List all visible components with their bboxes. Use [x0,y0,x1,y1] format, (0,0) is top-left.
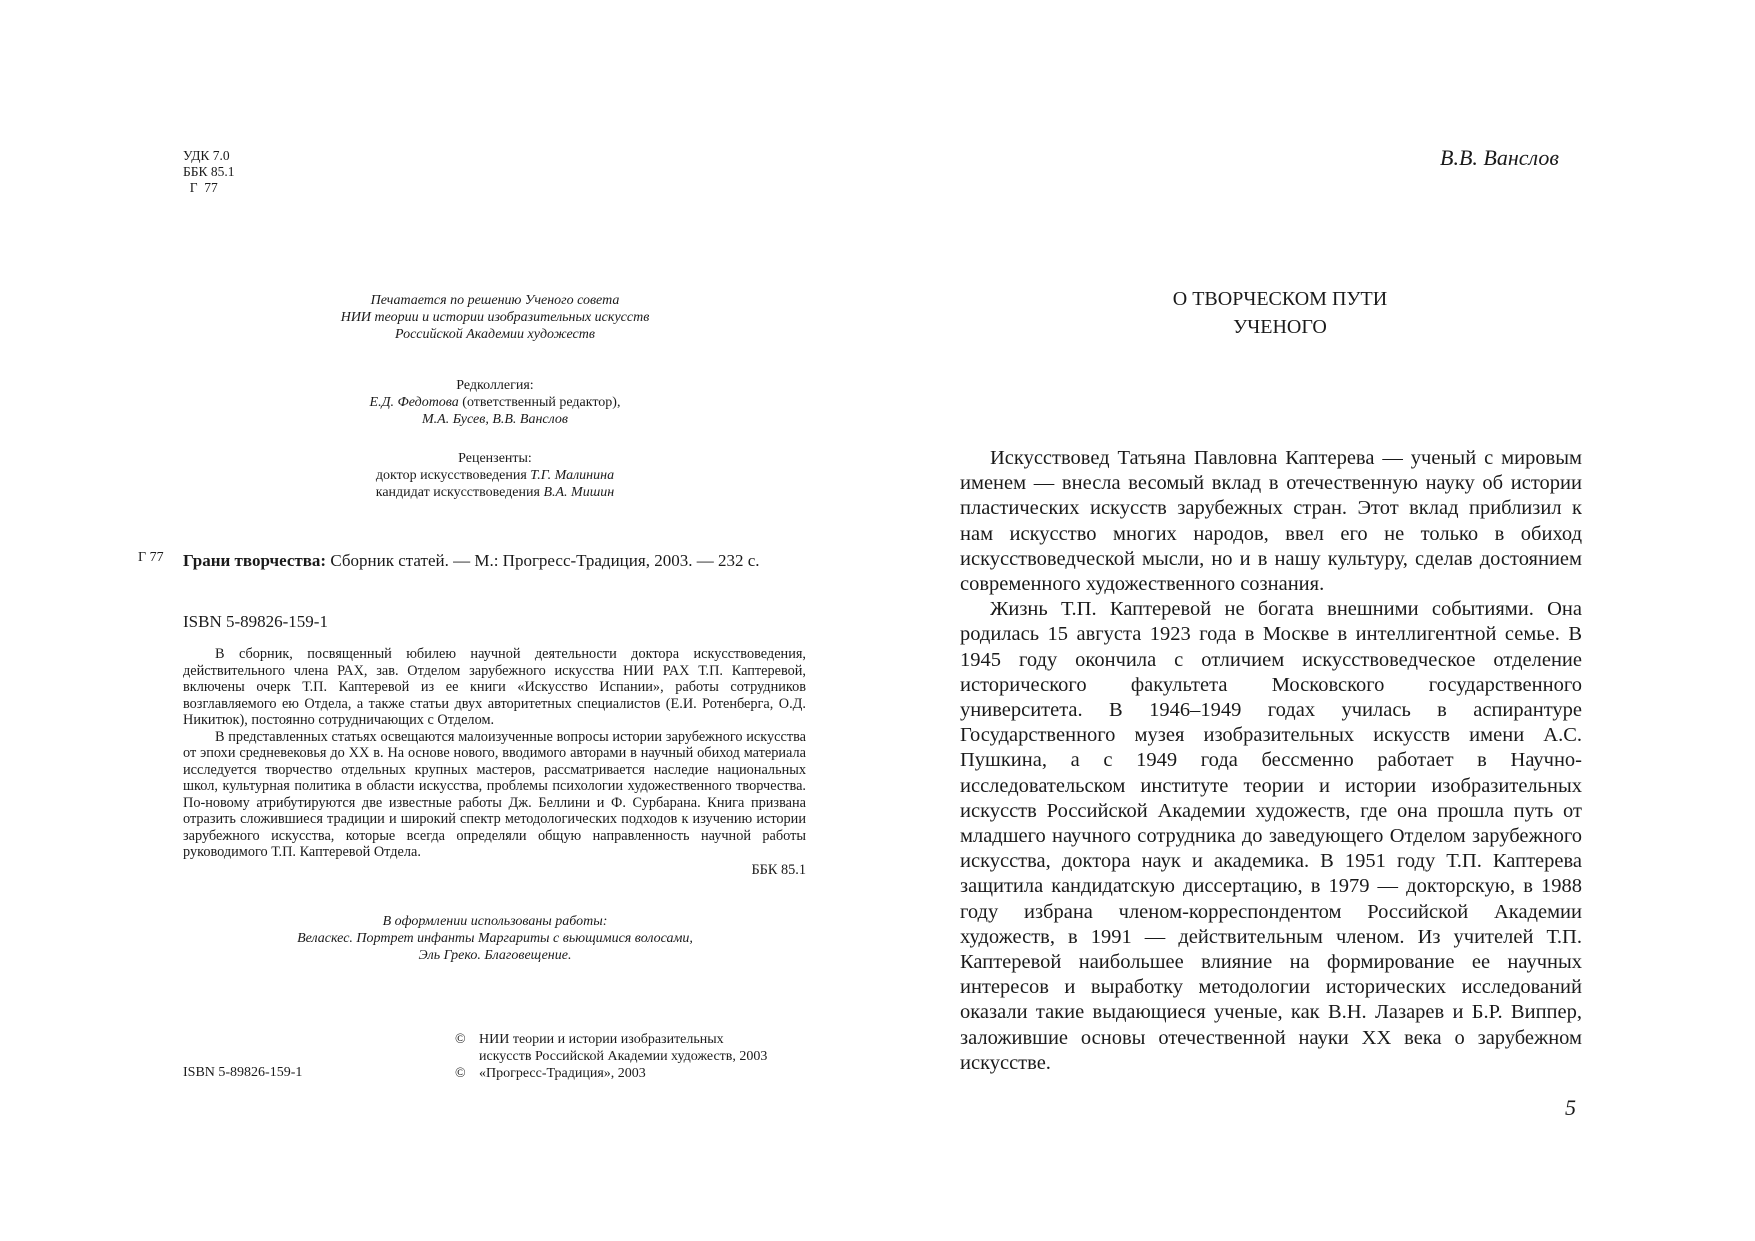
design-credit-line: В оформлении использованы работы: [382,914,608,929]
editorial-board [185,377,805,428]
copyright-holder: «Прогресс-Традиция», 2003 [479,1066,646,1081]
annotation-paragraph: В сборник, посвященный юбилею научной деятельности доктора искусствоведения, действительного члена РАХ, зав. Отделом зарубежного искусства НИИ РАХ Т.П. Каптеревой, включены очерк Т.П. Каптеревой из ее книги «Искусство Испании», работы сотрудников возглавляемого ею Отдела, а также статьи двух авторитетных специалистов (Е.И. Ротенберга, О.Д. Никитюк), постоянно сотрудничающих с Отделом. [183,646,806,728]
bbk-code: ББК 85.1 [183,164,235,179]
editorial-board-line [185,394,805,411]
title-line: О ТВОРЧЕСКОМ ПУТИ [1172,288,1388,310]
bibliographic-entry [183,550,803,572]
body-paragraph: Жизнь Т.П. Каптеревой не богата внешними событиями. Она родилась 15 августа 1923 года в Москве в интеллигентной семье. В 1945 году окончила с отличием искусствоведческое отделение исторического факультета Московского государственного университета. В 1946–1949 годах училась в аспирантуре Государственного музея изобразительных искусств имени А.С. Пушкина, а с 1949 года бессменно работает в Научно-исследовательском институте теории и истории изобразительных искусств Российской Академии художеств, где она прошла путь от младшего научного сотрудника до заведующего Отделом зарубежного искусства, доктора наук и академика. В 1951 году Т.П. Каптерева защитила кандидатскую диссертацию, в 1979 — докторскую, в 1988 году избрана членом-корреспондентом Российской Академии художеств, в 1991 — действительным членом. Из учителей Т.П. Каптеревой наибольшее влияние на формирование ее научных интересов и выработку методологии исторических исследований оказали такие выдающиеся ученые, как В.Н. Лазарев и Б.Р. Виппер, заложившие основы отечественной науки XX века о зарубежном искусстве. [960,598,1582,1074]
copyright-holder-cont: искусств Российской Академии художеств, 2003 [479,1049,768,1064]
reviewer-name: Т.Г. Малинина [530,468,615,483]
copyright-holder: НИИ теории и истории изобразительных [479,1032,724,1047]
copyright-row [455,1031,767,1048]
isbn: ISBN 5-89826-159-1 [183,612,328,631]
article-author: В.В. Ванслов [1440,145,1559,170]
classification-codes [183,148,235,196]
book-imprint: Сборник статей. — М.: Прогресс-Традиция, 2003. — 232 с. [326,551,760,570]
copyright-row [455,1065,767,1082]
page-number: 5 [1565,1095,1576,1120]
reviewer-name: В.А. Мишин [543,485,615,500]
copyright-icon: © [455,1066,466,1081]
bbk-index: ББК 85.1 [751,861,806,878]
copyright-row [455,1048,767,1065]
editor-name: Е.Д. Федотова [369,395,459,410]
editorial-board-label: Редколлегия: [456,378,534,393]
title-line: УЧЕНОГО [1233,316,1327,338]
imprint-line: Печатается по решению Ученого совета [370,293,620,308]
reviewer-degree: доктор искусствоведения [375,468,531,483]
article-body [960,446,1582,1076]
design-credits [185,913,805,964]
annotation [183,646,806,878]
design-credit-line: Эль Греко. Благовещение. [418,948,572,963]
reviewers [185,450,805,501]
copyright-block [455,1031,767,1082]
imprint-line: НИИ теории и истории изобразительных искусств [340,310,650,325]
reviewer-line [185,467,805,484]
isbn-bottom: ISBN 5-89826-159-1 [183,1065,303,1080]
editorial-board-members: М.А. Бусев, В.В. Ванслов [421,412,568,427]
book-title: Грани творчества: [183,551,327,570]
catalog-code: Г 77 [138,550,164,565]
reviewer-degree: кандидат искусствоведения [375,485,544,500]
editor-role: (ответственный редактор), [458,395,621,410]
imprint-line: Российской Академии художеств [395,327,595,342]
reviewers-label: Рецензенты: [458,451,532,466]
design-credit-line: Веласкес. Портрет инфанты Маргариты с вьющимися волосами, [297,931,693,946]
udk-code: УДК 7.0 [183,148,230,163]
body-paragraph: Искусствовед Татьяна Павловна Каптерева — ученый с мировым именем — внесла весомый вклад в отечественную науку об истории пластических искусств зарубежных стран. Этот вклад приблизил к нам искусство многих народов, ввел его не только в обиход искусствоведческой мысли, но и в нашу культуру, сделав достоянием современного художественного сознания. [960,447,1582,596]
imprint-note [185,292,805,343]
copyright-icon: © [455,1032,466,1047]
reviewer-line [185,484,805,501]
author-mark: Г 77 [183,180,218,195]
annotation-paragraph: В представленных статьях освещаются малоизученные вопросы истории зарубежного искусства от эпохи средневековья до XX в. На основе нового, вводимого авторами в научный обиход материала исследуется творчество отдельных крупных мастеров, рассматривается наследие национальных школ, культурная политика в области искусства, проблемы психологии художественного творчества. По-новому атрибутируются две известные работы Дж. Беллини и Ф. Сурбарана. Книга призвана отразить сложившиеся традиции и широкий спектр методологических подходов к изучению истории зарубежного искусства, которые всегда определяли общую направленность научной работы руководимого Т.П. Каптеревой Отдела. [183,728,806,860]
article-title [1060,285,1500,341]
